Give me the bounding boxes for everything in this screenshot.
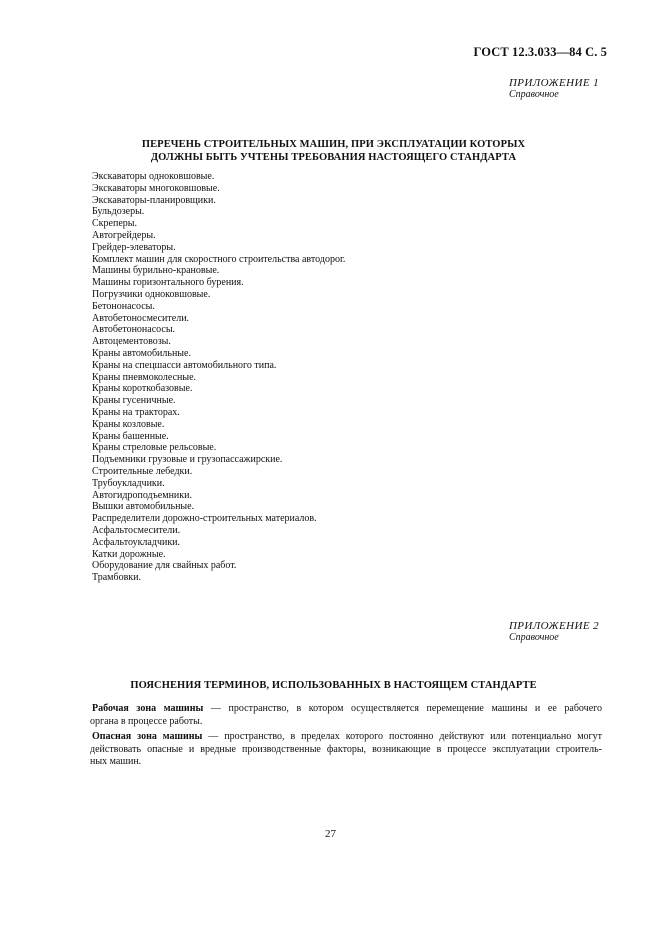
machine-list-item: Экскаваторы одноковшовые.: [92, 171, 215, 182]
machine-list-item: Краны короткобазовые.: [92, 383, 193, 395]
machine-list-item: Краны гусеничные.: [92, 395, 176, 407]
machine-list-item: Грейдер-элеваторы.: [92, 241, 176, 253]
definition-danger-zone: [92, 731, 602, 769]
machine-list-item: Автобетоносмесители.: [92, 312, 190, 324]
definition-line: ных машин.: [90, 756, 142, 767]
machine-list-item: Машины горизонтального бурения.: [92, 277, 244, 289]
definition-line: органа в процессе работы.: [90, 715, 203, 727]
machine-list-item: Краны на тракторах.: [92, 406, 180, 418]
machine-list: [92, 171, 345, 584]
machine-list-item: Экскаваторы-планировщики.: [92, 194, 216, 206]
appendix-1-subtitle: Справочное: [508, 89, 559, 100]
machine-list-item: Строительные лебедки.: [92, 465, 193, 477]
machine-list-item: Оборудование для свайных работ.: [92, 560, 237, 572]
machine-list-item: Краны автомобильные.: [92, 347, 191, 359]
machine-list-item: Бульдозеры.: [92, 206, 145, 218]
appendix-1-heading-line-2: ДОЛЖНЫ БЫТЬ УЧТЕНЫ ТРЕБОВАНИЯ НАСТОЯЩЕГО СТАНДАРТА: [150, 151, 517, 163]
appendix-2-heading: ПОЯСНЕНИЯ ТЕРМИНОВ, ИСПОЛЬЗОВАННЫХ В НАСТОЯЩЕМ СТАНДАРТЕ: [130, 680, 537, 691]
machine-list-item: Автогидроподъемники.: [92, 489, 192, 501]
machine-list-item: Краны пневмоколесные.: [92, 371, 197, 383]
machine-list-item: Краны стреловые рельсовые.: [92, 442, 217, 454]
appendix-1-heading: [3, 139, 661, 164]
machine-list-item: Погрузчики одноковшовые.: [92, 288, 211, 300]
machine-list-item: Скреперы.: [92, 218, 137, 230]
machine-list-item: Комплект машин для скоростного строительства автодорог.: [92, 253, 346, 265]
machine-list-item: Автоцементовозы.: [92, 336, 171, 348]
appendix-1-title: ПРИЛОЖЕНИЕ 1: [508, 77, 599, 89]
appendix-2-subtitle: Справочное: [508, 632, 559, 643]
machine-list-item: Экскаваторы многоковшовые.: [92, 182, 220, 194]
appendix-2-title: ПРИЛОЖЕНИЕ 2: [508, 620, 599, 632]
definition-term: Рабочая зона машины: [92, 703, 204, 714]
machine-list-item: Краны козловые.: [92, 418, 165, 430]
machine-list-item: Краны на спецшасси автомобильного типа.: [92, 359, 277, 371]
machine-list-item: Вышки автомобильные.: [92, 501, 195, 513]
definition-line: [92, 703, 602, 716]
machine-list-item: Автогрейдеры.: [92, 229, 156, 241]
definition-text: — пространство, в пределах которого постоянно действуют или потенциально могут: [202, 731, 602, 742]
definitions: [92, 703, 602, 772]
machine-list-item: Катки дорожные.: [92, 548, 166, 560]
machine-list-item: Трамбовки.: [92, 572, 142, 584]
definition-working-zone: [92, 703, 602, 728]
appendix-1-label: [509, 77, 599, 101]
machine-list-item: Распределители дорожно-строительных материалов.: [92, 513, 317, 525]
machine-list-item: Краны башенные.: [92, 430, 169, 442]
machine-list-item: Подъемники грузовые и грузопассажирские.: [92, 454, 283, 466]
definition-term: Опасная зона машины: [92, 731, 203, 742]
machine-list-item: Трубоукладчики.: [92, 477, 165, 489]
machine-list-item: Бетононасосы.: [92, 300, 155, 312]
appendix-2-label: [509, 620, 599, 644]
machine-list-item: Машины бурильно-крановые.: [92, 265, 220, 277]
page-header: ГОСТ 12.3.033—84 С. 5: [473, 45, 607, 59]
page-number: 27: [325, 828, 336, 840]
definition-text: — пространство, в котором осуществляется перемещение машины и ее рабочего: [203, 703, 602, 714]
machine-list-item: Асфальтосмесители.: [92, 524, 181, 536]
appendix-1-heading-line-1: ПЕРЕЧЕНЬ СТРОИТЕЛЬНЫХ МАШИН, ПРИ ЭКСПЛУАТАЦИИ КОТОРЫХ: [141, 139, 526, 150]
machine-list-item: Автобетононасосы.: [92, 324, 176, 336]
definition-line: [92, 731, 602, 744]
machine-list-item: Асфальтоукладчики.: [92, 536, 181, 548]
definition-line: действовать опасные и вредные производственные факторы, возникающие в процессе эксплуатации строитель-: [90, 743, 602, 755]
